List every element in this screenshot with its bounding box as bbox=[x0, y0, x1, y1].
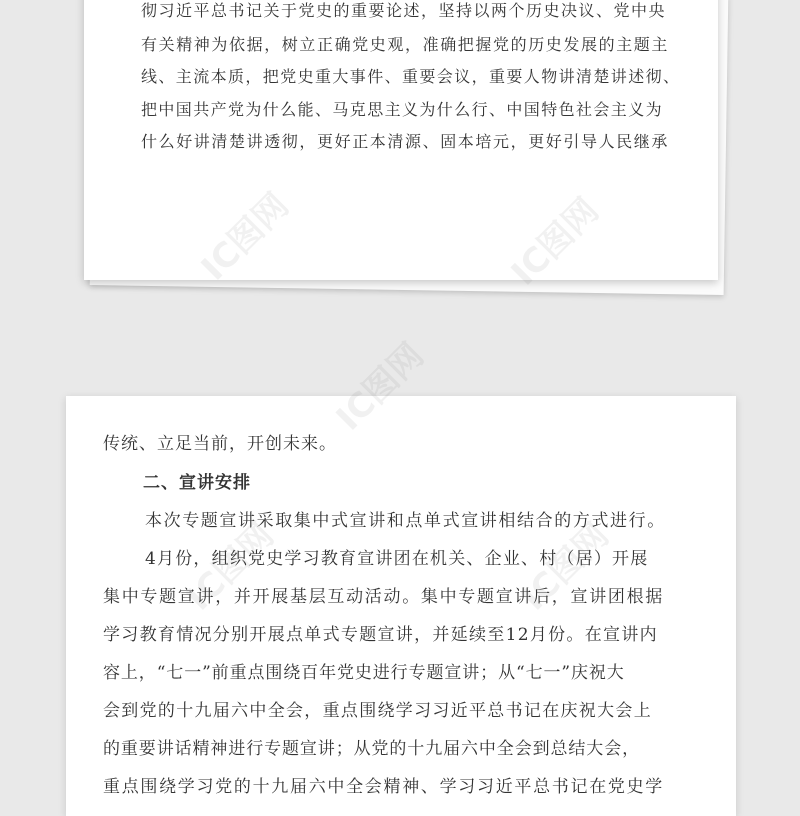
top-text-line: 彻习近平总书记关于党史的重要论述，坚持以两个历史决议、党中央 bbox=[141, 1, 667, 20]
section-heading: 二、宣讲安排 bbox=[143, 473, 251, 493]
body-text-line: 容上，“七一”前重点围绕百年党史进行专题宣讲；从“七一”庆祝大 bbox=[103, 663, 625, 683]
top-text-line: 线、主流本质，把党史重大事件、重要会议，重要人物讲清楚讲述彻、 bbox=[141, 67, 681, 86]
top-text-line: 有关精神为依据，树立正确党史观，准确把握党的历史发展的主题主 bbox=[141, 35, 670, 54]
body-text-line: 重点围绕学习党的十九届六中全会精神、学习习近平总书记在党史学 bbox=[103, 777, 664, 797]
top-text-line: 把中国共产党为什么能、马克思主义为什么行、中国特色社会主义为 bbox=[141, 100, 664, 119]
body-text-line: 4月份，组织党史学习教育宣讲团在机关、企业、村（居）开展 bbox=[145, 549, 649, 569]
top-text-line: 什么好讲清楚讲透彻，更好正本清源、固本培元，更好引导人民继承 bbox=[141, 132, 670, 151]
body-text-line: 集中专题宣讲，并开展基层互动活动。集中专题宣讲后，宣讲团根据 bbox=[103, 587, 664, 607]
body-text-line: 学习教育情况分别开展点单式专题宣讲，并延续至12月份。在宣讲内 bbox=[103, 625, 658, 645]
watermark: IC图网 bbox=[328, 335, 432, 439]
body-text-line: 传统、立足当前，开创未来。 bbox=[103, 434, 337, 454]
body-text-line: 本次专题宣讲采取集中式宣讲和点单式宣讲相结合的方式进行。 bbox=[145, 511, 666, 531]
body-text-line: 的重要讲话精神进行专题宣讲；从党的十九届六中全会到总结大会， bbox=[103, 739, 640, 759]
body-text-line: 会到党的十九届六中全会，重点围绕学习习近平总书记在庆祝大会上 bbox=[103, 701, 652, 721]
